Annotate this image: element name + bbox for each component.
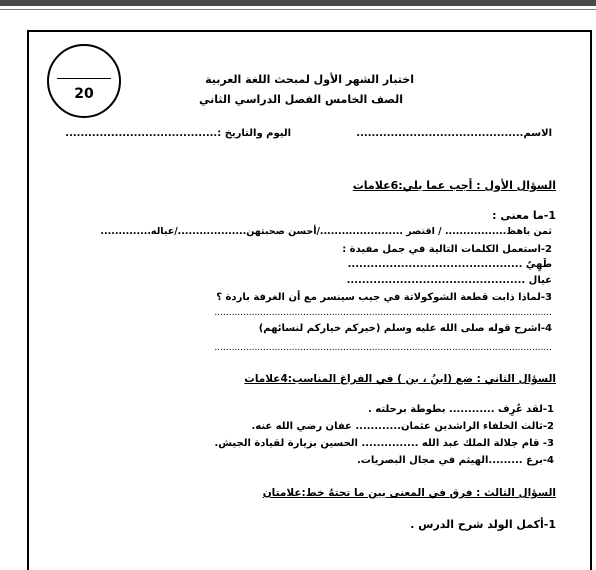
q1-item1-words: ثمن باهظ................. / اقتصر ......................./أحسن صحبتهن.................../عياله..............	[100, 226, 552, 237]
q1-item2: 2-استعمل الكلمات التالية في جمل مفيدة :	[342, 244, 552, 255]
q2-item2: 2-ثالث الخلفاء الراشدين عثمان............ عفان رضي الله عنه.	[251, 421, 554, 432]
q1-title: السؤال الأول : أجب عما يلي:6علامات	[352, 179, 556, 192]
q1-item3: 3-لماذا ذابت قطعة الشوكولاتة في جيب سينسر مع أن الغرفة باردة ؟	[216, 292, 552, 303]
q2-item1: 1-لقد عُرِف ............ بطوطة برحلته .	[368, 404, 554, 415]
q2-title: السؤال الثاني : ضع (ابنُ ، بن ) في الفراغ المناسب:4علامات	[244, 373, 556, 385]
q2-item3: 3- قام جلالة الملك عبد الله ............... الحسين بزيارة لقيادة الجيش.	[214, 438, 554, 449]
date-field: اليوم والتاريخ :........................................	[65, 128, 291, 139]
score-total: 20	[74, 86, 94, 102]
top-rule	[0, 9, 596, 10]
q1-item1: 1-ما معنى :	[492, 209, 556, 222]
exam-title: اختبار الشهر الأول لمبحث اللغة العربية	[205, 73, 414, 86]
q1-word1: طَهِيٌ ..............................................	[347, 259, 552, 270]
q3-item1: 1-أكمل الولد شرح الدرس .	[410, 518, 556, 531]
q3-title: السؤال الثالث : فرق في المعنى بين ما تحتهُ خط:علامتان	[262, 487, 556, 499]
q1-item4: 4-اشرح قوله صلى الله عليه وسلم (خيركم خياركم لنسائهم)	[258, 323, 552, 334]
q1-dots4: ......................................................................................................................	[214, 343, 552, 353]
q2-item4: 4-برع .........الهيثم في مجال البصريات.	[356, 455, 554, 466]
score-circle	[47, 44, 121, 118]
score-line	[57, 78, 111, 79]
q1-word2: عيال ...............................................	[346, 275, 552, 286]
exam-subtitle: الصف الخامس الفصل الدراسي الثاني	[198, 93, 403, 106]
q1-dots3: ......................................................................................................................	[214, 308, 552, 318]
top-dark-bar	[0, 0, 596, 6]
name-field: الاسم............................................	[356, 128, 552, 139]
